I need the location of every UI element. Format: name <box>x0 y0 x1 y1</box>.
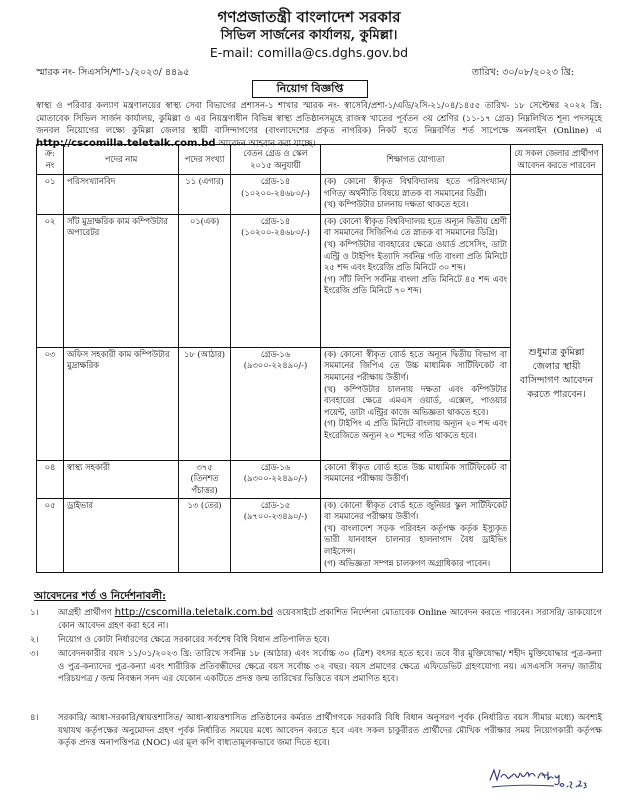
col-qualification: শিক্ষাগত যোগ্যতা <box>321 145 511 175</box>
condition-text: ওয়েবসাইটে প্রকাশিত নির্দেশনা মোতাবেক Online আবেদন করতে পারবেন। সরাসরি/ ডাকযোগে কোন আবেদন গ্রহণ করা হবে না। <box>58 608 602 631</box>
qualification-item: (ক) কোনো স্বীকৃত বোর্ড হতে অন্যূন দ্বিতীয় বিভাগ বা সমমানের জিপিএ তে উচ্চ মাধ্যমিক সার্টিফিকেট বা সমমানের পরীক্ষায় উত্তীর্ণ। <box>324 348 507 382</box>
row-serial: ০৫ <box>37 498 64 573</box>
row-serial: ০৩ <box>37 347 64 460</box>
row-qualification <box>321 175 511 215</box>
row-serial: ০৪ <box>37 460 64 498</box>
qualification-item: (খ) কম্পিউটার চালনায় দক্ষতা থাকতে হবে। <box>324 199 469 210</box>
conditions-title: আবেদনের শর্ত ও নির্দেশনাবলী: <box>34 590 166 602</box>
row-count: ০১(এক) <box>179 214 231 347</box>
eligible-districts: শুধুমাত্র কুমিল্লা জেলার স্থায়ী বাসিন্দাগণ আবেদন করতে পারবেন। <box>511 175 603 573</box>
row-grade <box>231 214 321 347</box>
qualification-item: (ক) কোনো স্বীকৃত বিশ্ববিদ্যালয় হতে পরিসংখ্যান/ গণিত/ অর্থনীতি বিষয়ে স্নাতক বা সমমানের ডিগ্রী। <box>324 176 507 198</box>
condition-number: ২। <box>30 635 39 645</box>
row-post: পরিসংখ্যানবিদ <box>64 175 179 215</box>
condition-text: আবেদনকারীর বয়স ১১/০১/২০২৩ খ্রি: তারিখে সর্বনিম্ন ১৮ (আঠার) এবং সর্বোচ্চ ৩০ (ত্রিশ) বৎসর হতে হবে। তবে বীর মুক্তিযোদ্ধা/ শহীদ মুক্তিযোদ্ধার পুত্র-কন্যা ও পুত্র-কন্যাদের পুত্র-কন্যা এবং শারীরিক প্রতিবন্ধীদের ক্ষেত্রে বয়স সর্বোচ্চ ৩২ বছর। বয়স প্রমাণের ক্ষেত্রে এফিডেভিট গ্রহণযোগ্য নয়। এসএসসি সনদ/ জাতীয় পরিচয়পত্র / জন্ম নিবন্ধন সনদ এর যেকোন একটিতে প্রদত্ত জন্ম তারিখের ভিত্তিতে বয়স প্রমাণিত হবে। <box>58 649 602 684</box>
intro-text-a: স্বাস্থ্য ও পরিবার কল্যাণ মন্ত্রণালয়ের স্বাস্থ্য সেবা বিভাগের প্রশাসন-১ শাখার স্মারক নং- স্বাসেবি/প্রশা-১/এডি/২সি-২১/০৪/১৪৫৫ তারিখ- ১৮ সেপ্টেম্বর ২০২২ খ্রি: মোতাবেক সিভিল সার্জন কার্যালয়, কুমিল্লা ও এর নিয়ন্ত্রণাধীন বিভিন্ন স্বাস্থ্য প্রতিষ্ঠানসমূহে রাজস্ব খাতের পূর্বতন ৩য় শ্রেণির (১১-১৭ গ্রেড) নিম্নলিখিত শূন্য পদসমূহে জনবল নিয়োগের লক্ষ্যে কুমিল্লা জেলার স্থায়ী বাসিন্দাগণের (বাংলাদেশের প্রকৃত নাগরিক) নিকট হতে নিম্নবর্ণিত শর্ত সাপেক্ষে অনলাইন (Online) এ <box>36 101 602 136</box>
row-count: ১৮ (আঠার) <box>179 347 231 460</box>
memo-date: তারিখ: ৩০/০৮/২০২৩ খ্রি: <box>471 67 574 78</box>
row-count: ৩৭৫ (তিনশত পঁচাত্তর) <box>179 460 231 498</box>
col-serial: ক্র: নং <box>37 145 64 175</box>
col-post: পদের নাম <box>64 145 179 175</box>
col-eligible: যে সকল জেলার প্রার্থীগণ আবেদন করতে পারবেন <box>511 145 603 175</box>
grade-scale: (১০২০০-২৪৬৮০/-) <box>241 227 310 238</box>
government-title: গণপ্রজাতন্ত্রী বাংলাদেশ সরকার <box>217 8 401 26</box>
condition-item <box>30 634 602 647</box>
row-post: অফিস সহকারী কাম কম্পিউটার মুদ্রাক্ষরিক <box>64 347 179 460</box>
qualification-item: (গ) অভিজ্ঞতা সম্পন্ন চালকগণ অগ্রাধিকার পাবেন। <box>324 557 491 568</box>
qualification-item: কোনো স্বীকৃত বোর্ড হতে উচ্চ মাধ্যমিক সার্টিফিকেট বা সমমানের পরীক্ষায় উত্তীর্ণ। <box>324 461 507 484</box>
row-grade <box>231 347 321 460</box>
row-count: ১৩ (তের) <box>179 498 231 573</box>
row-qualification <box>321 498 511 573</box>
condition-number: ৩। <box>30 649 39 659</box>
col-count: পদের সংখ্যা <box>179 145 231 175</box>
row-count: ১১ (এগার) <box>179 175 231 215</box>
condition-link[interactable]: http://cscomilla.teletalk.com.bd <box>114 607 274 618</box>
qualification-item: (গ) সাঁট লিপি সর্বনিম্ন বাংলা প্রতি মিনিটে ৪৫ শব্দ এবং ইংরেজি প্রতি মিনিটে ৭০ শব্দ। <box>324 273 507 296</box>
row-post: ড্রাইভার <box>64 498 179 573</box>
row-serial: ০১ <box>37 175 64 215</box>
grade-label: গ্রেড-১৫ <box>260 499 291 510</box>
table-header-row <box>37 145 603 175</box>
condition-item <box>30 648 602 686</box>
signature-handwritten <box>488 766 588 796</box>
condition-item <box>30 607 602 632</box>
condition-number: ৪। <box>30 713 39 723</box>
memo-number: স্মারক নং- সিএসসি/শা-১/২০২৩/ ৪৪৯৫ <box>36 67 190 78</box>
condition-text: সরকারি/ আধা-সরকারি/স্বায়ত্তশাসিত/ আধা-স্বায়ত্তশাসিত প্রতিষ্ঠানের কর্মরত প্রার্থীগণকে সরকারি বিধি বিধান অনুসরণ পূর্বক (নির্ধারিত বয়স সীমার মধ্যে) অবশ্যই যথাযথ কর্তৃপক্ষের অনুমোদন গ্রহণ পূর্বক নির্ধারিত সময়ের মধ্যে আবেদন করতে হবে এবং সকল চাকুরীরত প্রার্থীদের মৌখিক পরীক্ষার সময় নিয়োগকারী কর্তৃপক্ষ কর্তৃক প্রদত্ত অনাপত্তিপত্র (NOC) এর মূল কপি বাধ্যতামূলকভাবে জমা দিতে হবে। <box>58 713 602 748</box>
grade-scale: (১০২০০-২৪৬৮০/-) <box>241 187 310 198</box>
intro-paragraph <box>36 100 602 150</box>
row-grade <box>231 498 321 573</box>
row-serial: ০২ <box>37 214 64 347</box>
row-post: স্বাস্থ্য সহকারী <box>64 460 179 498</box>
intro-text-b: আবেদন আহবান করা যাচ্ছে। <box>218 138 316 149</box>
application-link[interactable]: http://cscomilla.teletalk.com.bd <box>36 137 216 149</box>
condition-text: আগ্রহী প্রার্থীগণ <box>58 608 112 618</box>
grade-scale: (৯৩০০-২২৪৯০/-) <box>243 360 308 371</box>
grade-label: গ্রেড-১৬ <box>260 461 291 472</box>
qualification-item: (খ) কম্পিউটার চালনায় দক্ষতা এবং কম্পিউটার ব্যবহারের ক্ষেত্রে এমএস ওয়ার্ড, এক্সেল, পাওয়ার পয়েন্ট, ডাটা এন্ট্রির কাজে অভিজ্ঞতা থাকতে হবে। <box>324 383 507 417</box>
qualification-item: (ক) কোনো স্বীকৃত বোর্ড হতে জুনিয়র স্কুল সার্টিফিকেট বা সমমানের পরীক্ষায় উত্তীর্ণ। <box>324 499 507 522</box>
office-title: সিভিল সার্জনের কার্যালয়, কুমিল্লা। <box>220 28 398 43</box>
grade-label: গ্রেড-১৪ <box>260 176 291 186</box>
grade-scale: (৯৩০০-২২৪৯০/-) <box>243 473 308 484</box>
row-qualification <box>321 460 511 498</box>
notice-title: নিয়োগ বিজ্ঞপ্তি <box>252 80 368 98</box>
vacancy-table <box>36 144 603 573</box>
qualification-item: (খ) কম্পিউটার ব্যবহারের ক্ষেত্রে ওয়ার্ড প্রসেসিং, ডাটা এন্ট্রি ও টাইপিং ইত্যাদি সর্বনিম্ন গতি বাংলা প্রতি মিনিটে ২৫ শব্দ এবং ইংরেজি প্রতি মিনিটে ৩০ শব্দ। <box>324 238 507 273</box>
condition-number: ১। <box>30 608 39 618</box>
qualification-item: (ক) কোনো স্বীকৃত বিশ্ববিদ্যালয় হতে অন্যূন দ্বিতীয় শ্রেণী বা সমমানের সিজিপিএ তে স্নাতক বা সমমানের ডিগ্রি। <box>324 215 507 238</box>
office-email: E-mail: comilla@cs.dghs.gov.bd <box>209 45 409 60</box>
row-post: সাঁট মুদ্রাক্ষরিক কাম কম্পিউটার অপারেটর <box>64 214 179 347</box>
condition-text: নিয়োগ ও কোটা নির্ধারণের ক্ষেত্রে সরকারের সর্বশেষ বিধি বিধান প্রতিপালিত হবে। <box>58 635 330 645</box>
grade-label: গ্রেড-১৪ <box>260 215 291 226</box>
grade-scale: (৯৭০০-২৩৪৯০/-) <box>243 511 308 522</box>
row-grade <box>231 175 321 215</box>
row-qualification <box>321 214 511 347</box>
grade-label: গ্রেড-১৬ <box>260 348 291 359</box>
table-row <box>37 175 603 215</box>
condition-item <box>30 712 602 750</box>
qualification-item: (খ) বাংলাদেশ সড়ক পরিবহন কর্তৃপক্ষ কর্তৃক ইস্যুকৃত ভারী যানবাহন চালনার হালনাগাদ বৈধ ড্রাইভিং লাইসেন্স। <box>324 522 507 556</box>
col-grade: বেতন গ্রেড ও স্কেল ২০১৫ অনুযায়ী <box>231 145 321 175</box>
qualification-item: (গ) টাইপিং এ প্রতি মিনিটে বাংলায় অন্যূন ২০ শব্দ এবং ইংরেজিতে অন্যূন ২০ শব্দের গতি থাকতে হবে। <box>324 418 507 440</box>
row-grade <box>231 460 321 498</box>
row-qualification <box>321 347 511 460</box>
